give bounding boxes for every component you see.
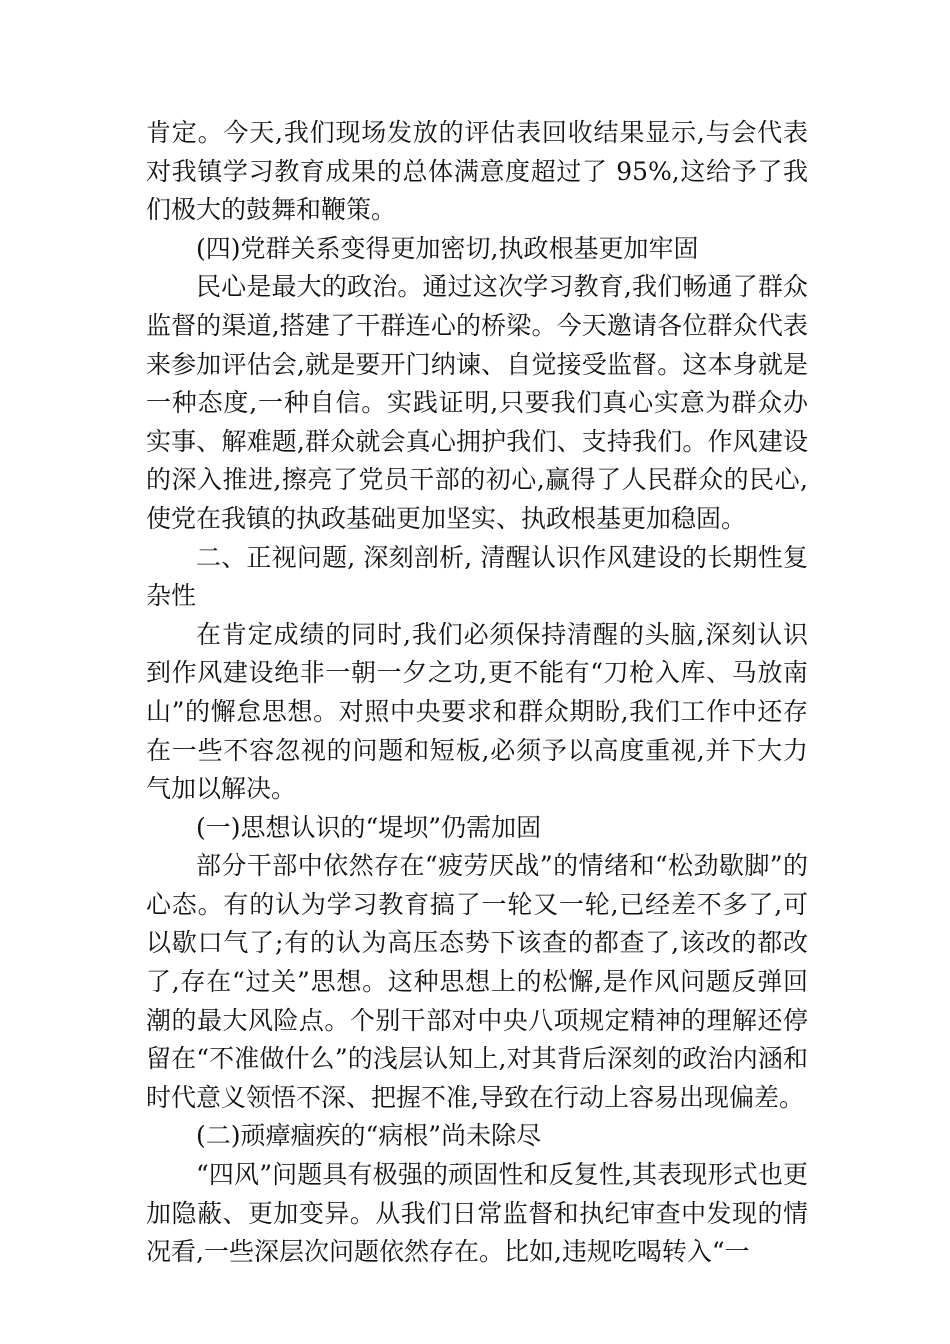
paragraph: 在肯定成绩的同时,我们必须保持清醒的头脑,深刻认识到作风建设绝非一朝一夕之功,更不能有“刀枪入库、马放南山”的懈怠思想。对照中央要求和群众期盼,我们工作中还存在一些不容忽视的问题和短板,必须予以高度重视,并下大力气加以解决。 bbox=[146, 619, 808, 804]
subheading-two: (二)顽瘴痼疾的“病根”尚未除尽 bbox=[196, 1121, 542, 1151]
subheading-four: (四)党群关系变得更加密切,执政根基更加牢固 bbox=[196, 233, 699, 263]
paragraph: “四风”问题具有极强的顽固性和反复性,其表现形式也更加隐蔽、更加变异。从我们日常监督和执纪审查中发现的情况看,一些深层次问题依然存在。比如,违规吃喝转入“一 bbox=[146, 1160, 808, 1267]
paragraph: 民心是最大的政治。通过这次学习教育,我们畅通了群众监督的渠道,搭建了干群连心的桥梁。今天邀请各位群众代表来参加评估会,就是要开门纳谏、自觉接受监督。这本身就是一种态度,一种自信。实践证明,只要我们真心实意为群众办实事、解难题,群众就会真心拥护我们、支持我们。作风建设的深入推进,擦亮了党员干部的初心,赢得了人民群众的民心,使党在我镇的执政基础更加坚实、执政根基更加稳固。 bbox=[146, 272, 808, 533]
paragraph-continued: 肯定。今天,我们现场发放的评估表回收结果显示,与会代表对我镇学习教育成果的总体满意度超过了 95%,这给予了我们极大的鼓舞和鞭策。 bbox=[146, 118, 808, 225]
document-body bbox=[146, 114, 808, 1272]
section-heading-two: 二、正视问题, 深刻剖析, 清醒认识作风建设的长期性复杂性 bbox=[146, 542, 808, 611]
paragraph: 部分干部中依然存在“疲劳厌战”的情绪和“松劲歇脚”的心态。有的认为学习教育搞了一轮又一轮,已经差不多了,可以歇口气了;有的认为高压态势下该查的都查了,该改的都改了,存在“过关”思想。这种思想上的松懈,是作风问题反弹回潮的最大风险点。个别干部对中央八项规定精神的理解还停留在“不准做什么”的浅层认知上,对其背后深刻的政治内涵和时代意义领悟不深、把握不准,导致在行动上容易出现偏差。 bbox=[146, 851, 808, 1112]
subheading-one: (一)思想认识的“堤坝”仍需加固 bbox=[196, 812, 542, 842]
